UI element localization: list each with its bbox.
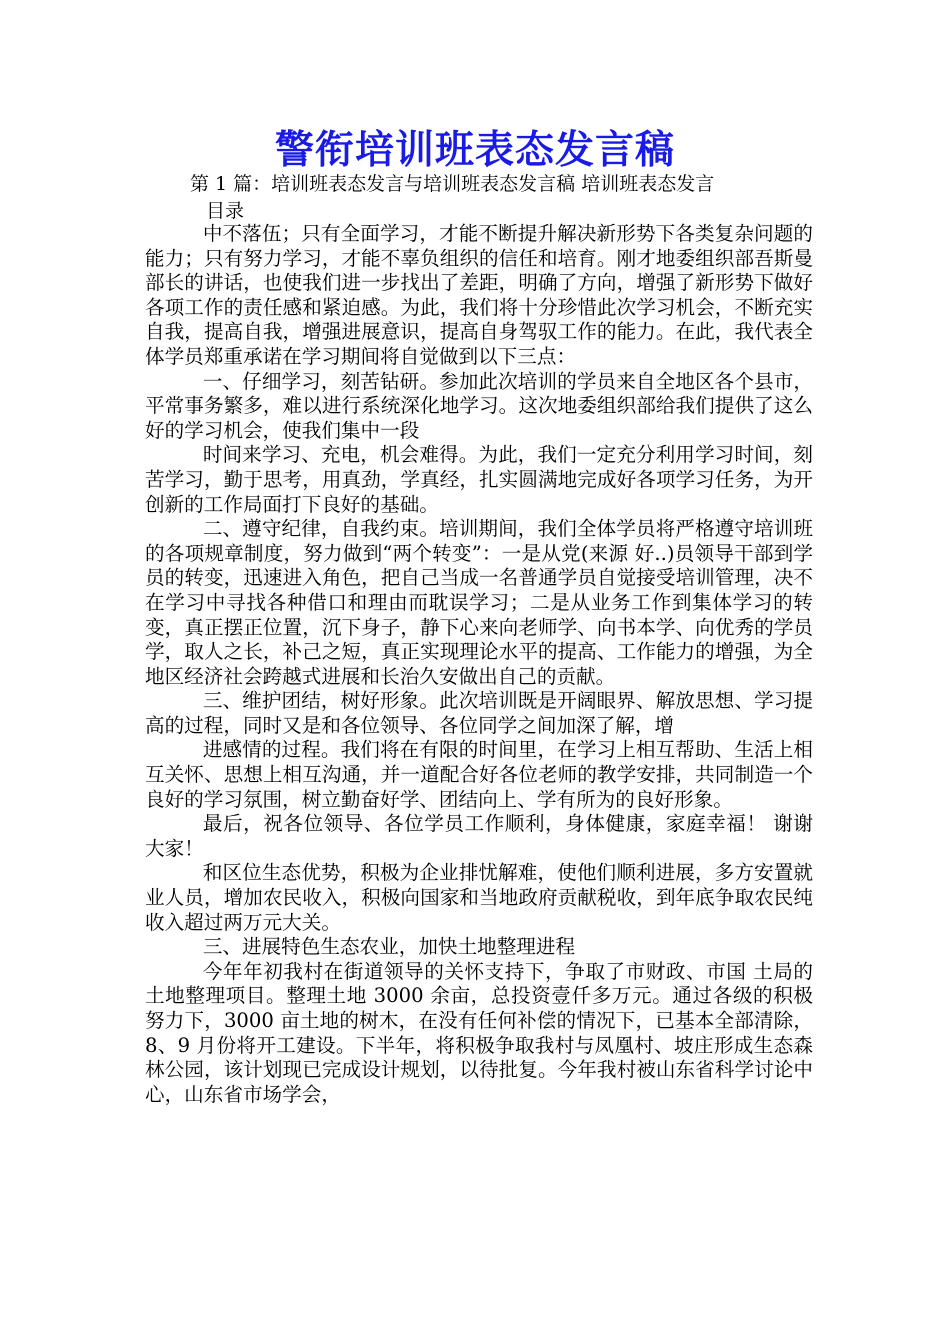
article-subtitle: 第 1 篇：培训班表态发言与培训班表态发言稿 培训班表态发言 — [190, 173, 715, 195]
document-title: 警衔培训班表态发言稿 — [274, 127, 675, 173]
body-paragraph: 中不落伍；只有全面学习，才能不断提升解决新形势下各类复杂问题的能力；只有努力学习，才能不辜负组织的信任和培育。刚才地委组织部吾斯曼部长的讲话，也使我们进一步找出了差距，明确了方向，增强了新形势下做好各项工作的责任感和紧迫感。为此，我们将十分珍惜此次学习机会，不断充实自我，提高自我，增强进展意识，提高自身驾驭工作的能力。在此，我代表全体学员郑重承诺在学习期间将自觉做到以下三点： — [145, 222, 813, 368]
body-paragraph: 进感情的过程。我们将在有限的时间里，在学习上相互帮助、生活上相互关怀、思想上相互沟通，并一道配合好各位老师的教学安排，共同制造一个良好的学习氛围，树立勤奋好学、团结向上、学有所为的良好形象。 — [145, 738, 813, 811]
document-body — [145, 222, 813, 1107]
body-paragraph: 最后，祝各位领导、各位学员工作顺利，身体健康，家庭幸福！ 谢谢大家！ — [145, 812, 813, 860]
body-paragraph: 一、仔细学习，刻苦钻研。参加此次培训的学员来自全地区各个县市，平常事务繁多，难以进行系统深化地学习。这次地委组织部给我们提供了这么好的学习机会，使我们集中一段 — [145, 369, 813, 442]
body-paragraph: 今年年初我村在街道领导的关怀支持下，争取了市财政、市国 土局的土地整理项目。整理土地 3000 余亩，总投资壹仟多万元。通过各级的积极努力下，3000 亩土地的树木，在没有任何补偿的情况下，已基本全部清除，8、9 月份将开工建设。下半年，将积极争取我村与凤凰村、坡庄形成生态森林公园，该计划现已完成设计规划，以待批复。今年我村被山东省科学讨论中心，山东省市场学会， — [145, 959, 813, 1106]
body-paragraph: 时间来学习、充电，机会难得。为此，我们一定充分利用学习时间，刻苦学习，勤于思考，用真劲，学真经，扎实圆满地完成好各项学习任务，为开创新的工作局面打下良好的基础。 — [145, 443, 813, 516]
body-paragraph: 二、遵守纪律，自我约束。培训期间，我们全体学员将严格遵守培训班的各项规章制度，努力做到“两个转变”：一是从党(来源 好..)员领导干部到学员的转变，迅速进入角色，把自己当成一名普通学员自觉接受培训管理，决不在学习中寻找各种借口和理由而耽误学习；二是从业务工作到集体学习的转变，真正摆正位置，沉下身子，静下心来向老师学、向书本学、向优秀的学员学，取人之长，补己之短，真正实现理论水平的提高、工作能力的增强，为全地区经济社会跨越式进展和长治久安做出自己的贡献。 — [145, 517, 813, 688]
toc-label: 目录 — [206, 200, 245, 222]
body-paragraph: 和区位生态优势，积极为企业排忧解难，使他们顺利进展，多方安置就业人员，增加农民收入，积极向国家和当地政府贡献税收，到年底争取农民纯收入超过两万元大关。 — [145, 861, 813, 934]
body-paragraph: 三、维护团结，树好形象。此次培训既是开阔眼界、解放思想、学习提高的过程，同时又是和各位领导、各位同学之间加深了解，增 — [145, 689, 813, 737]
body-paragraph: 三、进展特色生态农业，加快土地整理进程 — [202, 935, 576, 959]
